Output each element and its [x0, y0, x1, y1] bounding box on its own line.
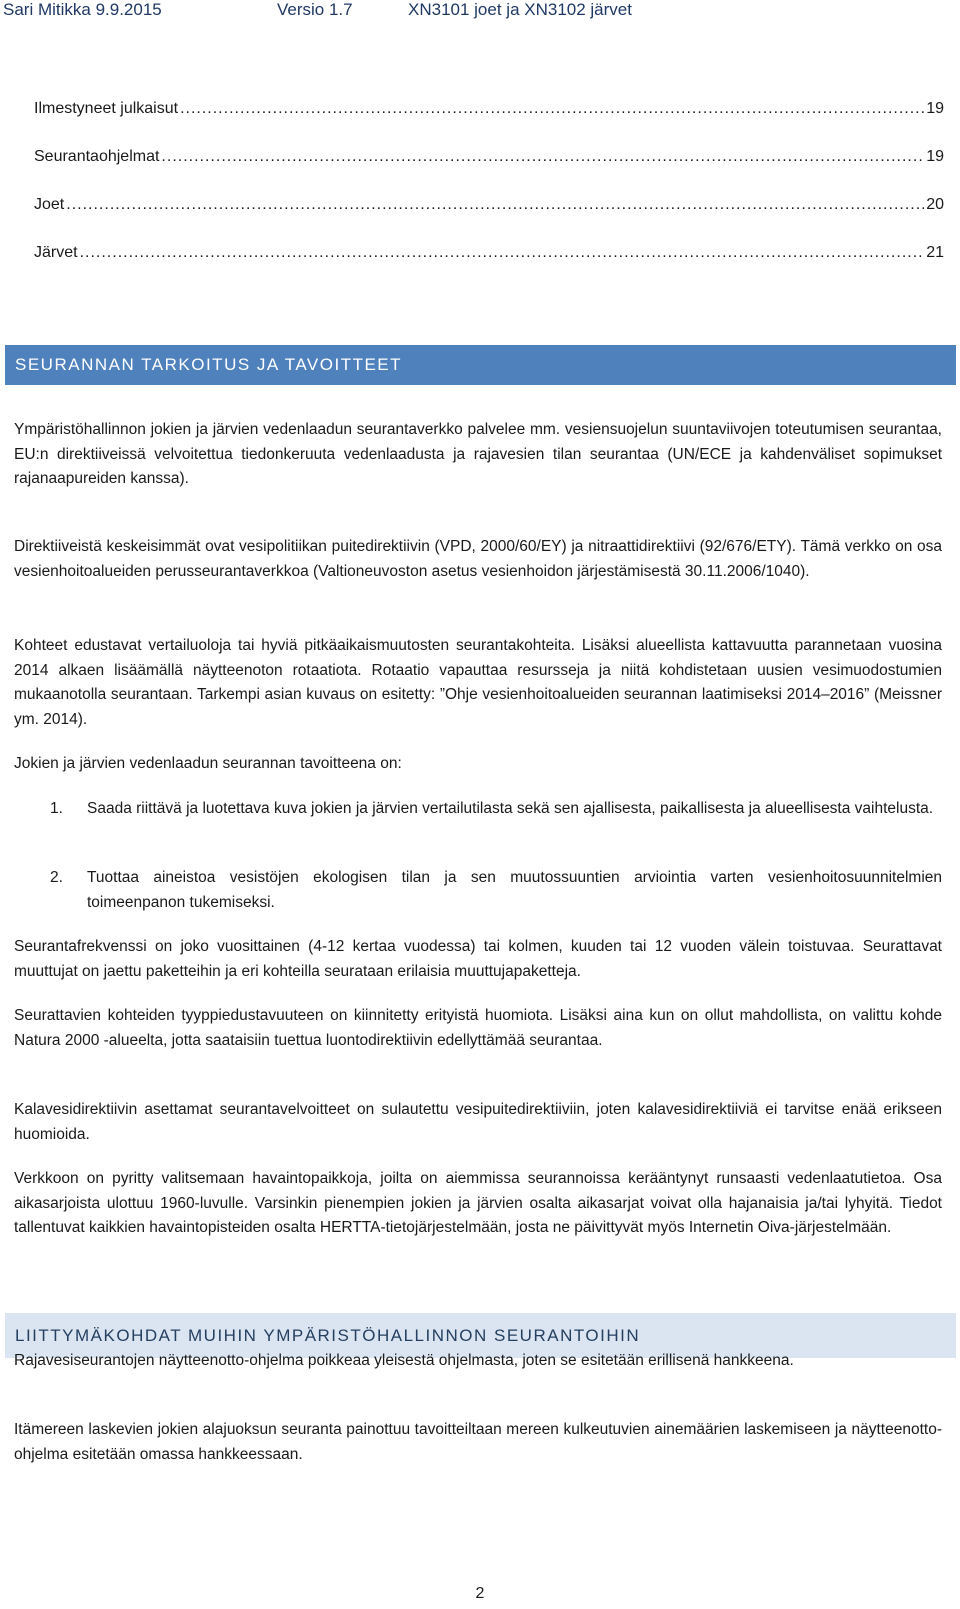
page-number: 2: [475, 1585, 485, 1602]
header-author-date: Sari Mitikka 9.9.2015: [3, 0, 162, 19]
list-text: Saada riittävä ja luotettava kuva jokien ja järvien vertailutilasta sekä sen ajallisesta, paikallisesta ja alueellisesta vaihtelusta.: [87, 800, 934, 817]
paragraph: Direktiiveistä keskeisimmät ovat vesipolitiikan puitedirektiivin (VPD, 2000/60/EY) ja nitraattidirektiivi (92/676/ETY). Tämä verkko on osa vesienhoitoalueiden perusseurantaverkkoa (Valtioneuvoston asetus vesienhoidon järjestämisestä 30.11.2006/1040).: [14, 538, 942, 580]
toc-entry[interactable]: [34, 242, 944, 264]
header-document: XN3101 joet ja XN3102 järvet: [408, 0, 632, 19]
section-heading-purpose: SEURANNAN TARKOITUS JA TAVOITTEET: [5, 345, 956, 385]
paragraph: Verkkoon on pyritty valitsemaan havaintopaikkoja, joilta on aiemmissa seurannoissa kerääntynyt runsaasti vedenlaatutietoa. Osa aikasarjoista ulottuu 1960-luvulle. Varsinkin pienempien jokien ja järvien osalta aikasarjat voivat olla hajanaisia ja/tai lyhyitä. Tiedot tallentuvat kaikkien havaintopisteiden osalta HERTTA-tietojärjestelmään, josta ne päivittyvät myös Internetin Oiva-järjestelmään.: [14, 1170, 942, 1236]
toc-entry-page: 21: [926, 244, 944, 261]
toc-entry-label: Ilmestyneet julkaisut: [34, 100, 179, 117]
list-text: Tuottaa aineistoa vesistöjen ekologisen tilan ja sen muutossuuntien arviointia varten vesienhoitosuunnitelmien toimeenpanon tukemiseksi.: [87, 869, 942, 911]
paragraph: Kalavesidirektiivin asettamat seurantavelvoitteet on sulautettu vesipuitedirektiiviin, joten kalavesidirektiiviä ei tarvitse enää erikseen huomioida.: [14, 1101, 942, 1143]
toc-leader-dots: [66, 194, 924, 216]
paragraph: Ympäristöhallinnon jokien ja järvien vedenlaadun seurantaverkko palvelee mm. vesiensuojelun suuntaviivojen toteutumisen seurantaa, EU:n direktiiveissä velvoitettua tiedonkeruuta vedenlaadusta ja rajavesien tilan seurantaa (UN/ECE ja kahdenväliset sopimukset rajanaapureiden kanssa).: [14, 421, 942, 487]
toc-entry-page: 20: [926, 196, 944, 213]
toc-entry-label: Järvet: [34, 244, 78, 261]
toc-leader-dots: [180, 98, 924, 120]
paragraph: Seurattavien kohteiden tyyppiedustavuuteen on kiinnitetty erityistä huomiota. Lisäksi aina kun on ollut mahdollista, on valittu kohde Natura 2000 -alueelta, jotta saataisiin tuettua luontodirektiivin edellyttämää seurantaa.: [14, 1007, 942, 1049]
paragraph: Seurantafrekvenssi on joko vuosittainen (4-12 kertaa vuodessa) tai kolmen, kuuden tai 12 vuoden välein toistuvaa. Seurattavat muuttujat on jaettu paketteihin ja eri kohteilla seurataan erilaisia muuttujapaketteja.: [14, 938, 942, 980]
toc-entry-page: 19: [926, 148, 944, 165]
toc-entry-label: Seurantaohjelmat: [34, 148, 160, 165]
list-number: 1.: [50, 800, 63, 817]
toc-entry-label: Joet: [34, 196, 65, 213]
paragraph: Rajavesiseurantojen näytteenotto-ohjelma poikkeaa yleisestä ohjelmasta, joten se esitetään erillisenä hankkeena.: [14, 1352, 794, 1369]
toc-entry[interactable]: [34, 194, 944, 216]
paragraph: Kohteet edustavat vertailuoloja tai hyviä pitkäaikaismuutosten seurantakohteita. Lisäksi alueellista kattavuutta parannetaan vuosina 2014 alkaen lisäämällä näytteenoton rotaatiota. Rotaatio vapauttaa resursseja ja niitä kohdistetaan uusien vesimuodostumien mukaanotolla seurantaan. Tarkempi asian kuvaus on esitetty: ”Ohje vesienhoitoalueiden seurannan laatimiseksi 2014–2016” (Meissner ym. 2014).: [14, 637, 942, 728]
paragraph: Jokien ja järvien vedenlaadun seurannan tavoitteena on:: [14, 755, 402, 772]
toc-entry-page: 19: [926, 100, 944, 117]
toc-entry[interactable]: [34, 146, 944, 168]
paragraph: Itämereen laskevien jokien alajuoksun seuranta painottuu tavoitteiltaan mereen kulkeutuvien ainemäärien laskemiseen ja näytteenotto-ohjelma esitetään omassa hankkeessaan.: [14, 1421, 942, 1463]
page-header: [0, 0, 960, 24]
list-number: 2.: [50, 869, 63, 886]
toc-entry[interactable]: [34, 98, 944, 120]
toc-leader-dots: [80, 242, 925, 264]
toc-leader-dots: [161, 146, 924, 168]
goal-list-item: [50, 797, 942, 822]
header-version: Versio 1.7: [277, 0, 353, 19]
goal-list-item: [50, 866, 942, 915]
section-heading-connections: LIITTYMÄKOHDAT MUIHIN YMPÄRISTÖHALLINNON SEURANTOIHIN: [5, 1313, 956, 1358]
